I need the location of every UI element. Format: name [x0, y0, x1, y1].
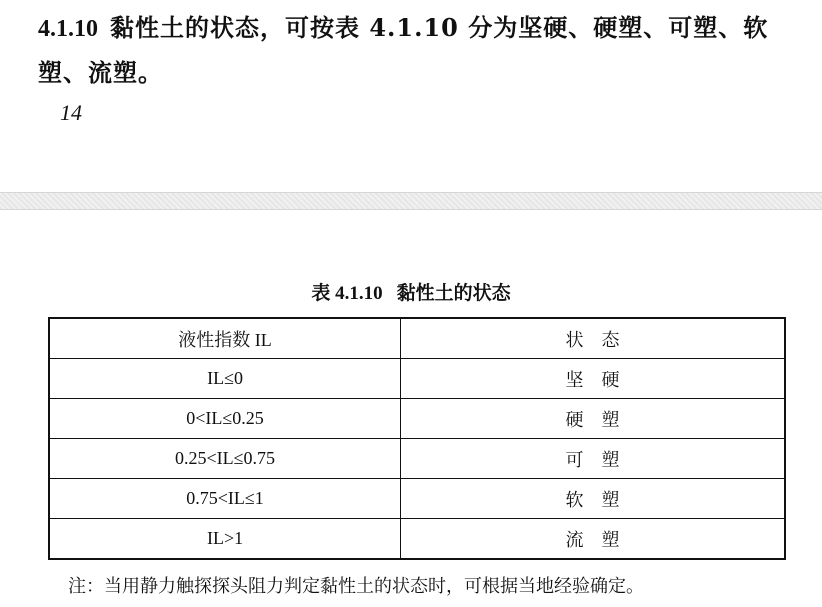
table-row [49, 439, 785, 479]
table-caption [0, 278, 822, 305]
table-row [49, 399, 785, 439]
page-divider [0, 192, 822, 210]
table-header-row [49, 318, 785, 359]
header-liquidity-index: 液性指数 IL [49, 318, 401, 359]
cell-state: 硬塑 [401, 399, 785, 439]
cell-liquidity-index: IL>1 [49, 519, 401, 560]
table-title: 黏性土的状态 [396, 282, 511, 304]
cell-state: 软塑 [401, 479, 785, 519]
cell-liquidity-index: 0.25<IL≤0.75 [49, 439, 401, 479]
clause-text: 黏性土的状态，可按表 4.1.10 分为坚硬、硬塑、可塑、软塑、流塑。 [38, 13, 769, 87]
cell-state: 坚硬 [401, 359, 785, 399]
table-row [49, 519, 785, 560]
clause-number: 4.1.10 [38, 16, 98, 42]
soil-state-table [48, 317, 786, 560]
header-state: 状态 [401, 318, 785, 359]
cell-liquidity-index: 0<IL≤0.25 [49, 399, 401, 439]
cell-state: 可塑 [401, 439, 785, 479]
clause-paragraph [38, 6, 808, 95]
cell-liquidity-index: 0.75<IL≤1 [49, 479, 401, 519]
table-footnote: 注：当用静力触探探头阻力判定黏性土的状态时，可根据当地经验确定。 [68, 576, 644, 597]
table-row [49, 359, 785, 399]
cell-state: 流塑 [401, 519, 785, 560]
table-row [49, 479, 785, 519]
table-label: 表 4.1.10 [311, 283, 383, 304]
cell-liquidity-index: IL≤0 [49, 359, 401, 399]
page-number: 14 [60, 100, 82, 125]
